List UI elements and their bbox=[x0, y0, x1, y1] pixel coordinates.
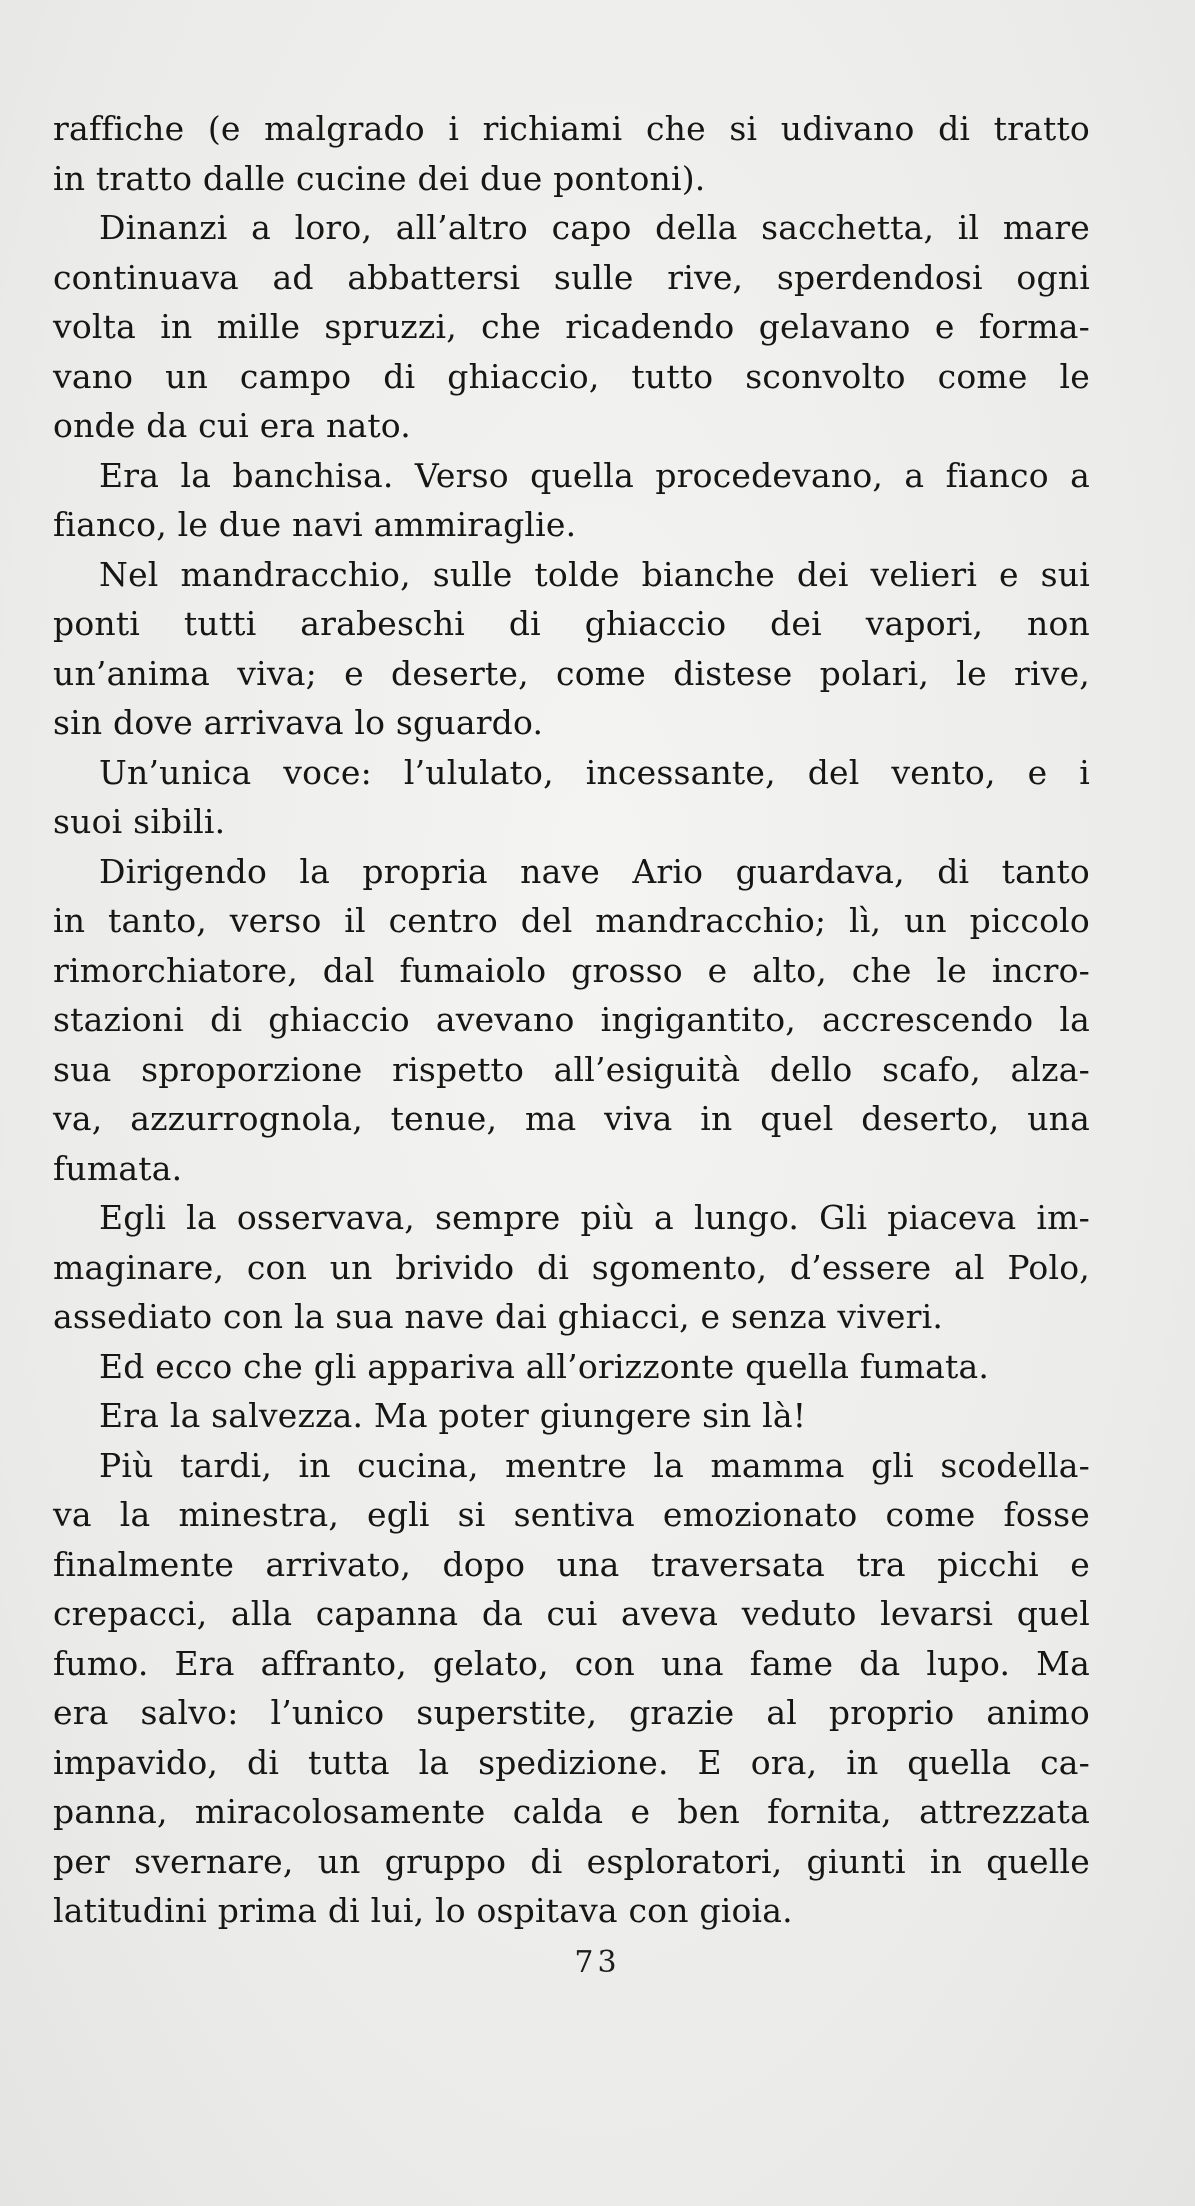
text-line: continuava ad abbattersi sulle rive, sperdendosi ogni bbox=[53, 257, 1090, 297]
text-line: finalmente arrivato, dopo una traversata tra picchi e bbox=[53, 1544, 1090, 1584]
text-line: stazioni di ghiaccio avevano ingigantito, accrescendo la bbox=[53, 1000, 1090, 1039]
text-line: fumata. bbox=[53, 1148, 183, 1188]
text-line: impavido, di tutta la spedizione. E ora, in quella ca- bbox=[53, 1742, 1090, 1782]
text-line: fianco, le due navi ammiraglie. bbox=[53, 505, 577, 544]
text-line: un’anima viva; e deserte, come distese polari, le rive, bbox=[53, 653, 1090, 693]
text-line: era salvo: l’unico superstite, grazie al proprio animo bbox=[53, 1693, 1090, 1732]
text-line: in tanto, verso il centro del mandracchio; lì, un piccolo bbox=[53, 901, 1090, 940]
text-line: suoi sibili. bbox=[53, 802, 226, 841]
text-line: Dinanzi a loro, all’altro capo della sacchetta, il mare bbox=[99, 208, 1090, 247]
text-line: sua sproporzione rispetto all’esiguità dello scafo, alza- bbox=[53, 1049, 1090, 1089]
text-line: per svernare, un gruppo di esploratori, giunti in quelle bbox=[53, 1841, 1090, 1881]
text-line: volta in mille spruzzi, che ricadendo gelavano e forma- bbox=[53, 307, 1090, 346]
text-line: Ed ecco che gli appariva all’orizzonte quella fumata. bbox=[99, 1346, 990, 1386]
text-line: panna, miracolosamente calda e ben fornita, attrezzata bbox=[53, 1792, 1090, 1831]
text-line: Più tardi, in cucina, mentre la mamma gli scodella- bbox=[99, 1445, 1090, 1485]
text-line: rimorchiatore, dal fumaiolo grosso e alto, che le incro- bbox=[53, 950, 1090, 990]
text-line: Era la salvezza. Ma poter giungere sin là! bbox=[99, 1396, 807, 1435]
text-line: va la minestra, egli si sentiva emozionato come fosse bbox=[53, 1495, 1090, 1534]
text-line: Nel mandracchio, sulle tolde bianche dei velieri e sui bbox=[99, 554, 1090, 594]
text-line: latitudini prima di lui, lo ospitava con gioia. bbox=[53, 1891, 793, 1930]
text-line: Era la banchisa. Verso quella procedevano, a fianco a bbox=[99, 455, 1090, 495]
text-line: Egli la osservava, sempre più a lungo. Gli piaceva im- bbox=[99, 1198, 1090, 1237]
body-text bbox=[53, 104, 1090, 1936]
text-line: maginare, con un brivido di sgomento, d’essere al Polo, bbox=[53, 1247, 1090, 1287]
text-line: ponti tutti arabeschi di ghiaccio dei vapori, non bbox=[53, 604, 1090, 643]
text-line: onde da cui era nato. bbox=[53, 406, 411, 445]
text-line: vano un campo di ghiaccio, tutto sconvolto come le bbox=[53, 356, 1090, 396]
text-line: crepacci, alla capanna da cui aveva veduto levarsi quel bbox=[53, 1594, 1090, 1633]
text-line: in tratto dalle cucine dei due pontoni). bbox=[53, 158, 706, 198]
text-line: Un’unica voce: l’ululato, incessante, del vento, e i bbox=[99, 752, 1090, 792]
text-line: Dirigendo la propria nave Ario guardava, di tanto bbox=[99, 851, 1090, 891]
text-line: sin dove arrivava lo sguardo. bbox=[53, 703, 544, 742]
text-line: raffiche (e malgrado i richiami che si udivano di tratto bbox=[53, 109, 1090, 148]
text-line: assediato con la sua nave dai ghiacci, e senza viveri. bbox=[53, 1297, 944, 1336]
text-line: fumo. Era affranto, gelato, con una fame da lupo. Ma bbox=[53, 1643, 1090, 1683]
page-number: 73 bbox=[574, 1945, 621, 1980]
text-line: va, azzurrognola, tenue, ma viva in quel deserto, una bbox=[53, 1099, 1090, 1138]
